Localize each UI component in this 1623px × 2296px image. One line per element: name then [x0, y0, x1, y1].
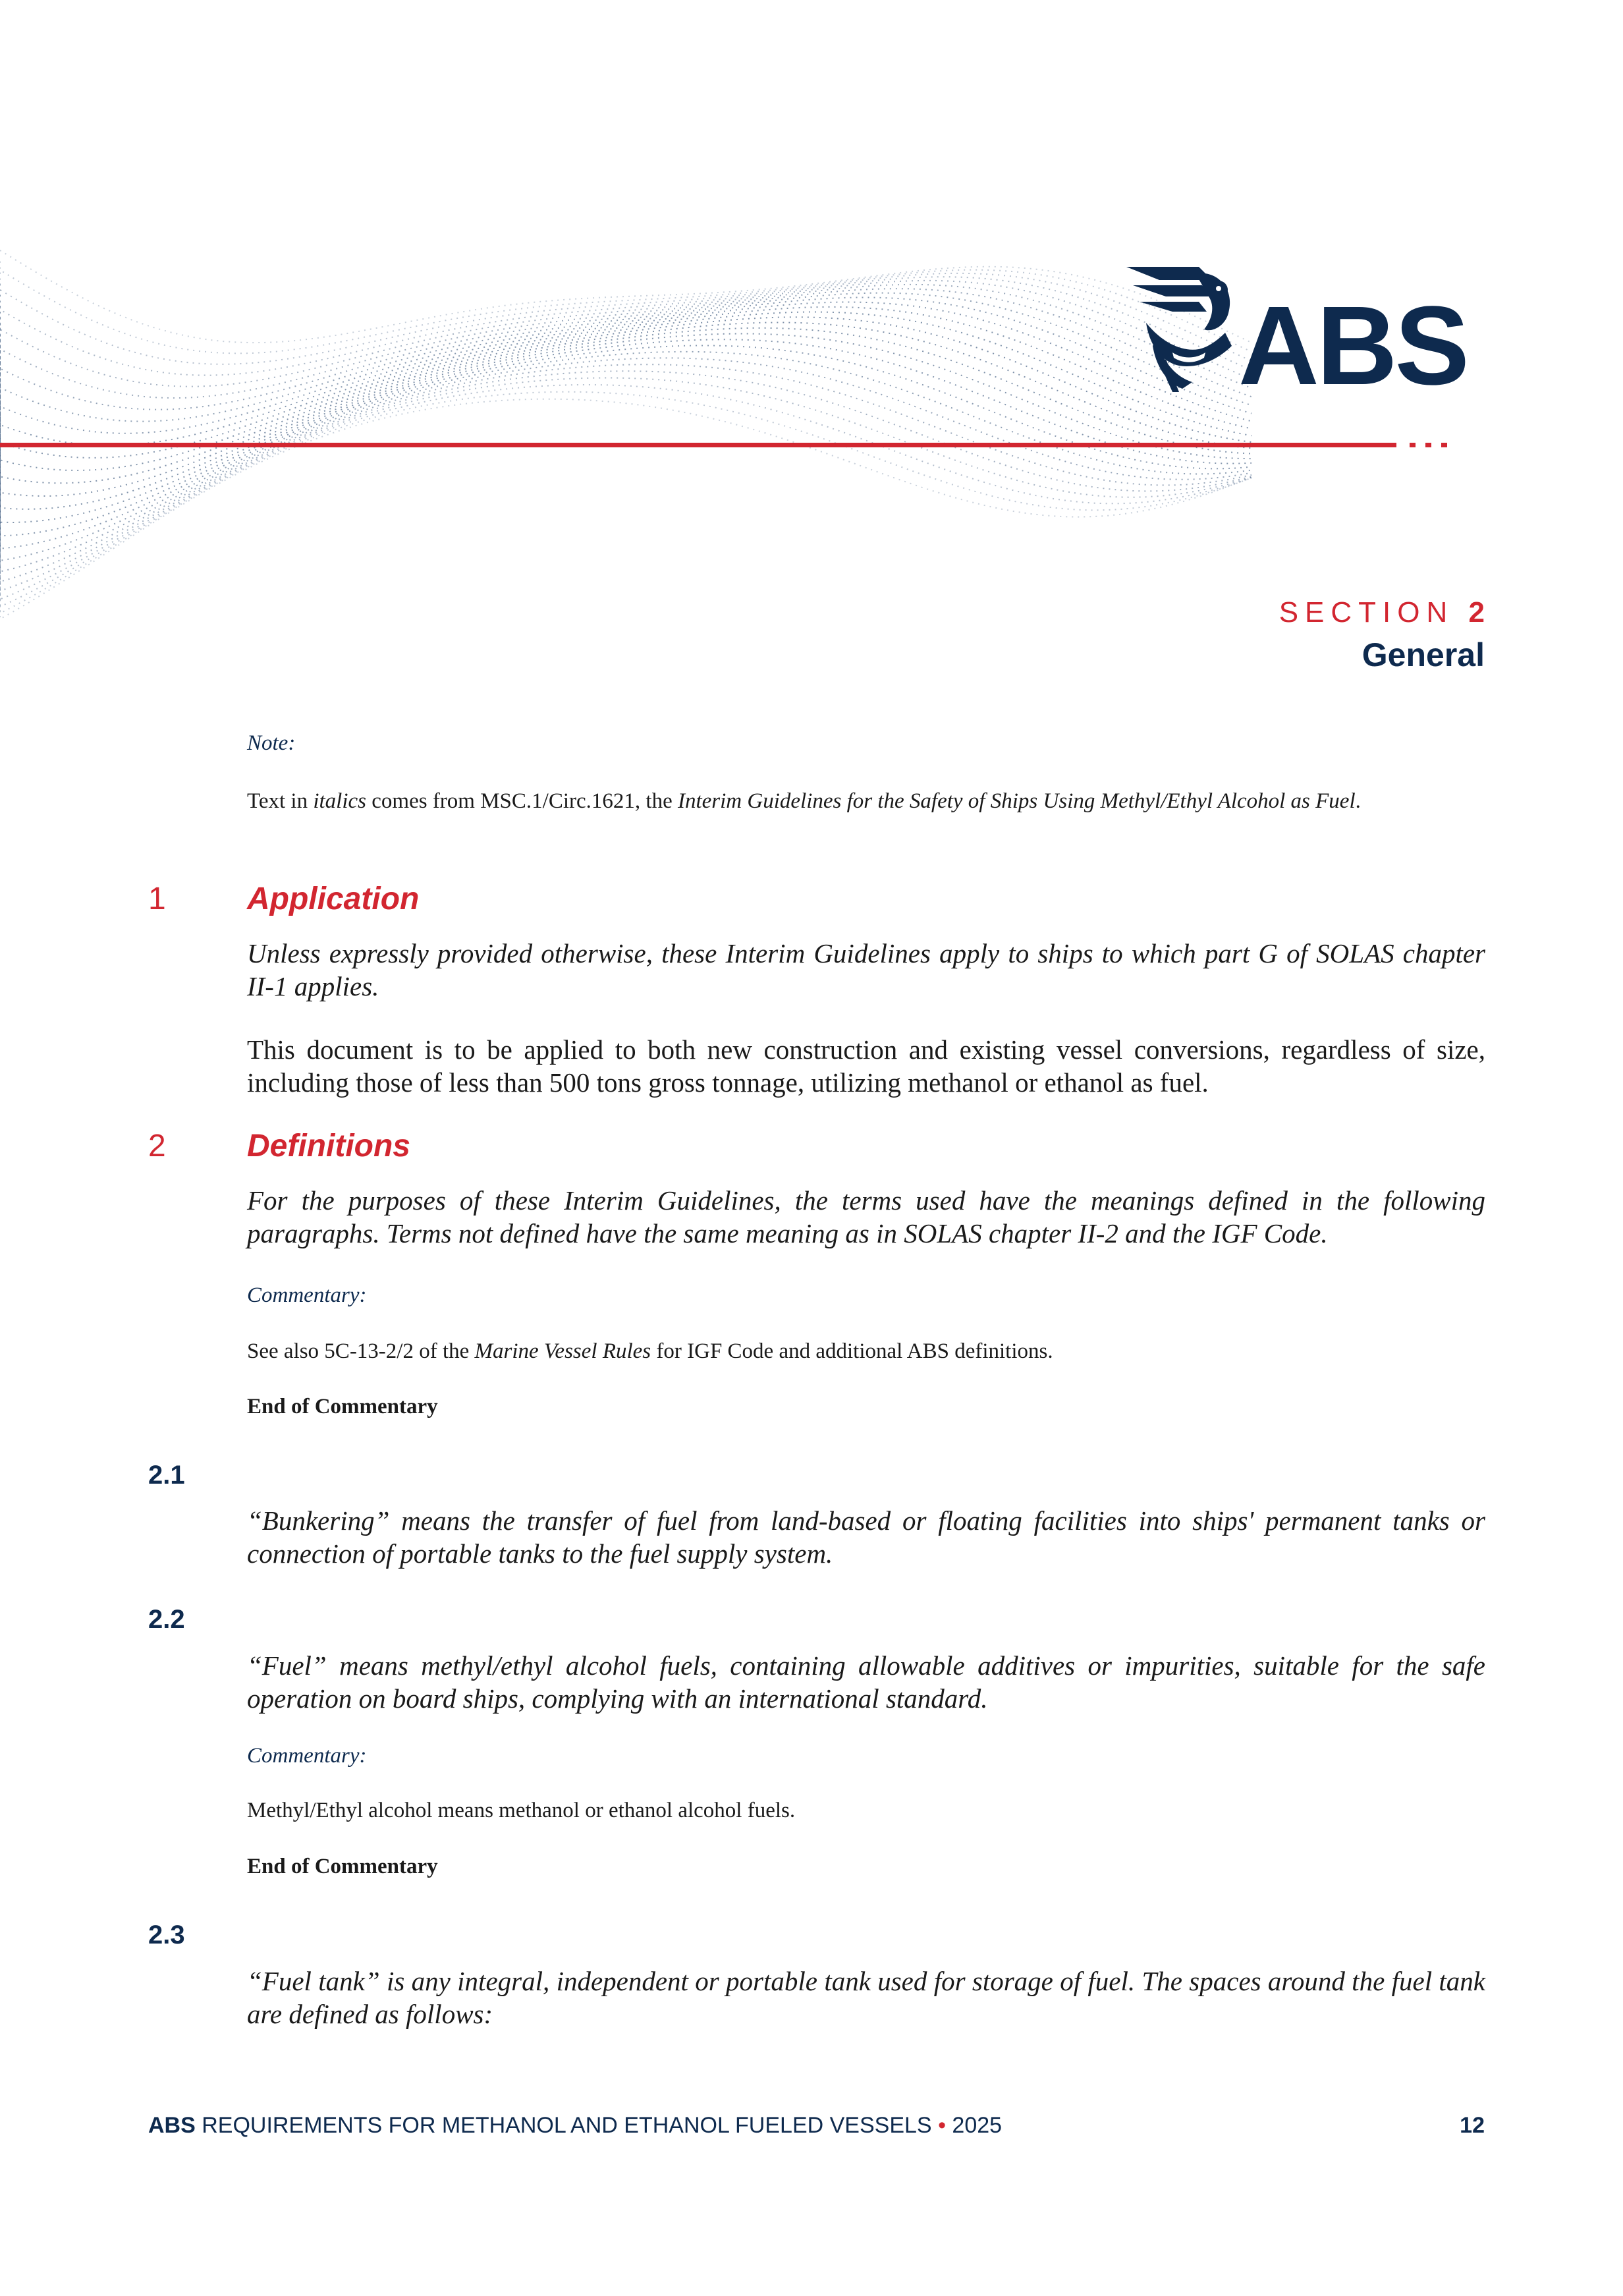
section-title: General — [1362, 636, 1485, 673]
wave-dot-line — [0, 250, 1252, 343]
wave-dot-line — [0, 352, 1252, 561]
end-of-commentary-2: End of Commentary — [247, 1855, 438, 1878]
note-label: Note: — [247, 731, 296, 755]
commentary-label: Commentary: — [247, 1283, 367, 1307]
wave-dot-line — [0, 328, 1252, 509]
wave-dot-line — [0, 323, 1252, 496]
subheading-2-2: 2.2 — [148, 1605, 185, 1634]
abs-eagle-logo-icon — [1120, 260, 1252, 392]
footer-document-title — [148, 2113, 1002, 2139]
definition-bunkering: “Bunkering” means the transfer of fuel from land-based or floating facilities into ships' permanent tanks or connection of portable tanks to the fuel supply system. — [247, 1505, 1485, 1569]
wave-dot-line — [0, 273, 1252, 364]
commentary-text: See also 5C-13-2/2 of the Marine Vessel Rules for IGF Code and additional ABS definitions. — [247, 1339, 1053, 1363]
wave-dot-line — [0, 293, 1252, 422]
wave-dot-line — [0, 378, 1252, 600]
abs-logo-text: ABS — [1238, 283, 1467, 408]
application-paragraph-1: Unless expressly provided otherwise, these Interim Guidelines apply to ships to which part G of SOLAS chapter II-1 applies. — [247, 938, 1485, 1001]
header-red-rule — [0, 443, 1396, 447]
heading-definitions: Definitions — [247, 1129, 410, 1163]
definitions-paragraph: For the purposes of these Interim Guidelines, the terms used have the meanings defined in the following paragraphs. Terms not defined have the same meaning as in SOLAS chapter II-2 and the IGF Code. — [247, 1185, 1485, 1248]
wave-dot-line — [0, 302, 1252, 446]
commentary-text-2: Methyl/Ethyl alcohol means methanol or ethanol alcohol fuels. — [247, 1799, 796, 1822]
footer-brand: ABS — [148, 2113, 196, 2138]
wave-dot-line — [0, 298, 1252, 434]
footer-year: 2025 — [952, 2113, 1003, 2138]
wave-dot-line — [0, 358, 1252, 571]
wave-dot-line — [0, 339, 1252, 536]
footer-title: REQUIREMENTS FOR METHANOL AND ETHANOL FUELED VESSELS — [202, 2113, 932, 2138]
heading-number-definitions: 2 — [148, 1129, 166, 1163]
definition-fuel: “Fuel” means methyl/ethyl alcohol fuels, containing allowable additives or impurities, suitable for the safe operation on board ships, complying with an international standard. — [247, 1650, 1485, 1714]
section-label-text: SECTION — [1279, 596, 1454, 629]
footer-page-number: 12 — [1460, 2113, 1485, 2138]
footer-bullet: • — [938, 2113, 946, 2138]
section-number: 2 — [1468, 596, 1485, 629]
application-paragraph-2: This document is to be applied to both new construction and existing vessel conversions, regardless of size, including those of less than 500 tons gross tonnage, utilizing methanol or ethanol as fuel. — [247, 1034, 1485, 1098]
wave-dot-line — [0, 371, 1252, 591]
wave-dot-line — [0, 364, 1252, 582]
header-red-dots — [1410, 443, 1457, 455]
section-label — [1279, 596, 1485, 629]
definition-fuel-tank: “Fuel tank” is any integral, independent or portable tank used for storage of fuel. The spaces around the fuel tank are defined as follows: — [247, 1966, 1485, 2029]
wave-dot-line — [0, 307, 1252, 458]
subheading-2-1: 2.1 — [148, 1461, 185, 1490]
heading-number-application: 1 — [148, 882, 166, 916]
commentary-label-2: Commentary: — [247, 1744, 367, 1768]
wave-dot-line — [0, 399, 1252, 619]
heading-application: Application — [247, 882, 420, 916]
wave-dot-line — [0, 392, 1252, 613]
subheading-2-3: 2.3 — [148, 1920, 185, 1949]
wave-dot-line — [0, 281, 1252, 387]
end-of-commentary: End of Commentary — [247, 1395, 438, 1418]
note-text: Text in italics comes from MSC.1/Circ.1621, the Interim Guidelines for the Safety of Ships Using Methyl/Ethyl Alcohol as Fuel. — [247, 789, 1361, 813]
wave-dot-line — [0, 277, 1252, 375]
wave-dot-line — [0, 385, 1252, 607]
wave-dot-line — [0, 317, 1252, 483]
